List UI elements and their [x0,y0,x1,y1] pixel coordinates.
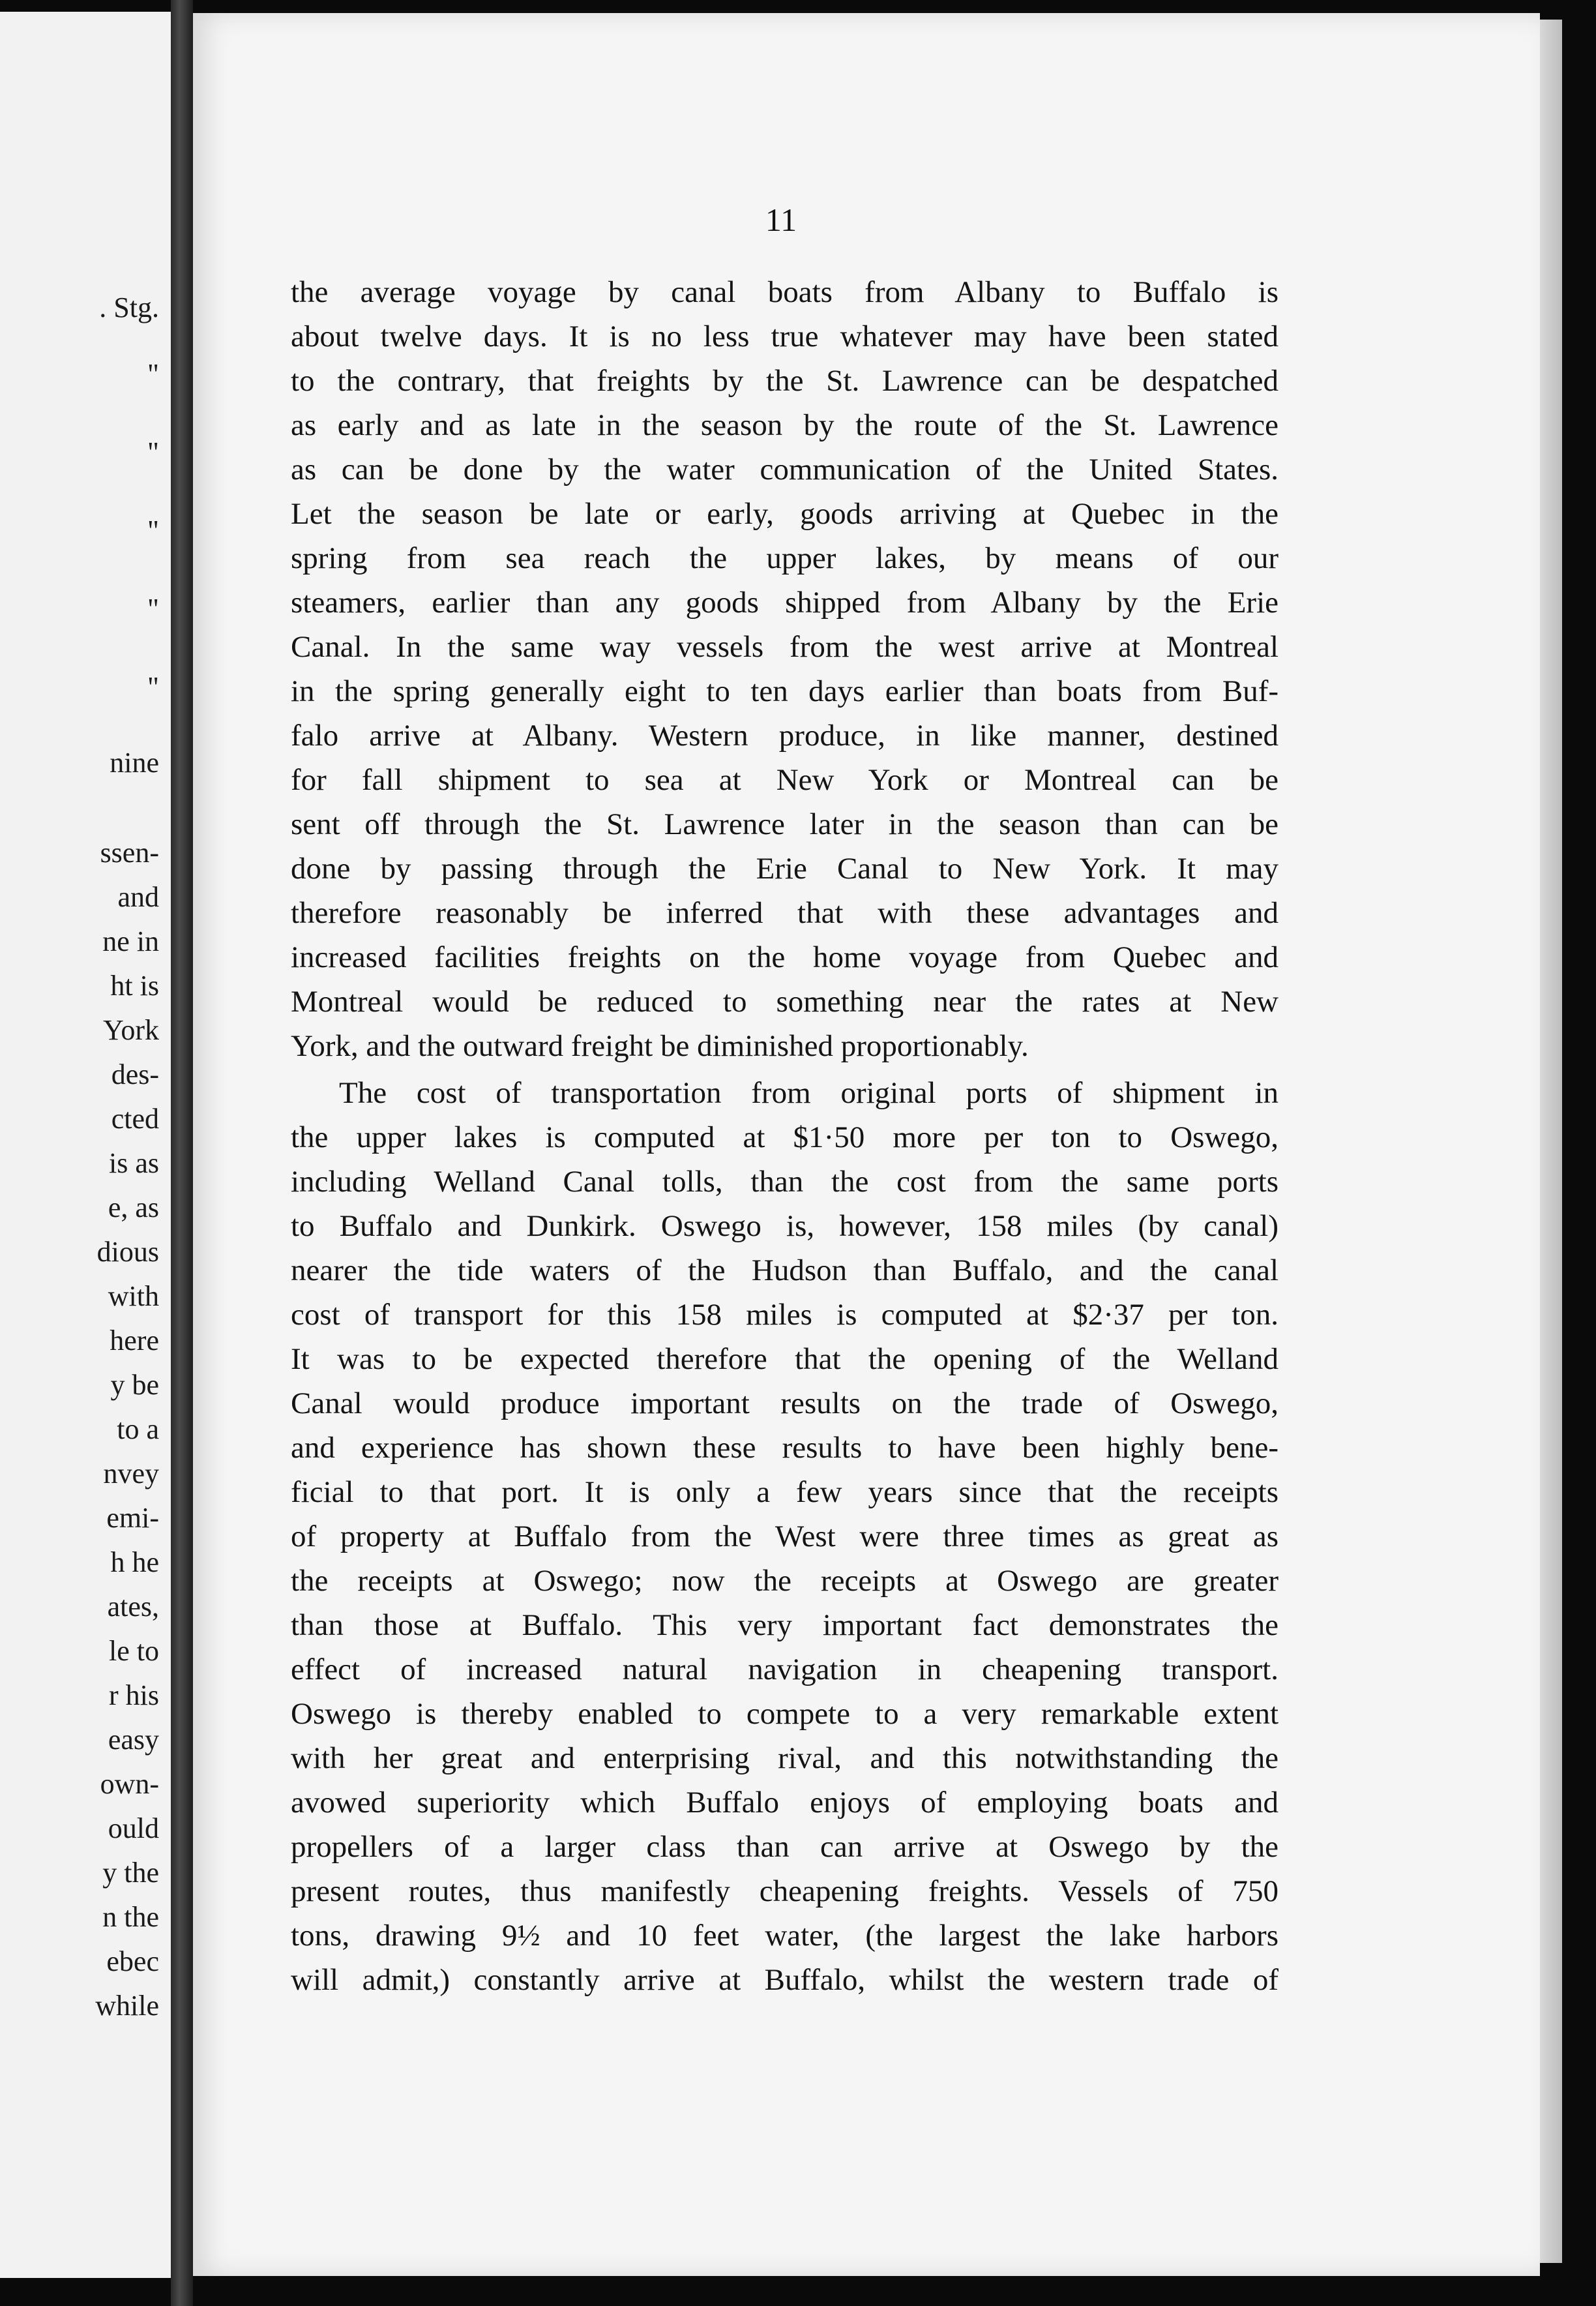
text-line: Oswego is thereby enabled to compete to a very remarkable extent [291,1697,1278,1731]
text-line: sent off through the St. Lawrence later in the season than can be [291,807,1278,841]
left-fragment: easy [108,1724,159,1756]
left-fragment: emi- [106,1502,159,1534]
text-line: as can be done by the water communication of the United States. [291,453,1278,487]
text-line: with her great and enterprising rival, and this notwithstanding the [291,1741,1278,1775]
text-line: falo arrive at Albany. Western produce, in like manner, destined [291,719,1278,753]
left-fragment: ates, [107,1591,159,1623]
left-fragment: ssen- [100,837,159,869]
text-line: and experience has shown these results to have been highly bene- [291,1431,1278,1465]
left-fragment: ebec [106,1945,159,1977]
left-fragment: " [147,436,159,468]
left-fragment: " [147,515,159,547]
text-line: including Welland Canal tolls, than the cost from the same ports [291,1165,1278,1199]
text-line: about twelve days. It is no less true whatever may have been stated [291,320,1278,353]
text-line: for fall shipment to sea at New York or Montreal can be [291,763,1278,797]
left-fragment: to a [117,1413,159,1445]
left-fragment: dious [96,1236,159,1268]
left-fragment: with [108,1280,159,1312]
text-line: increased facilities freights on the home voyage from Quebec and [291,940,1278,974]
left-fragment: des- [111,1058,159,1090]
text-line: done by passing through the Erie Canal to New York. It may [291,852,1278,886]
text-line: nearer the tide waters of the Hudson than Buffalo, and the canal [291,1253,1278,1287]
left-fragment: " [147,358,159,390]
left-fragment: here [110,1325,159,1356]
book-gutter [171,0,193,2306]
text-line: than those at Buffalo. This very important fact demonstrates the [291,1608,1278,1642]
left-fragment: ne in [102,925,159,957]
text-line: present routes, thus manifestly cheapening freights. Vessels of 750 [291,1874,1278,1908]
left-fragment: nvey [103,1458,159,1490]
text-line: will admit,) constantly arrive at Buffalo, whilst the western trade of [291,1963,1278,1997]
text-line: York, and the outward freight be diminished proportionably. [291,1029,1029,1063]
left-fragment: h he [110,1546,159,1578]
left-fragment: own- [100,1768,159,1800]
text-line: as early and as late in the season by the route of the St. Lawrence [291,408,1278,442]
text-line: to the contrary, that freights by the St. Lawrence can be despatched [291,364,1278,398]
text-line: the upper lakes is computed at $1·50 more per ton to Oswego, [291,1120,1278,1154]
text-line: Let the season be late or early, goods arriving at Quebec in the [291,497,1278,531]
text-line: in the spring generally eight to ten days earlier than boats from Buf- [291,674,1278,708]
text-line: tons, drawing 9½ and 10 feet water, (the largest the lake harbors [291,1919,1278,1953]
text-line: propellers of a larger class than can arrive at Oswego by the [291,1830,1278,1864]
left-fragment: " [147,593,159,625]
left-fragment: . Stg. [99,292,159,323]
left-fragment: cted [111,1103,159,1135]
left-fragment: nine [110,747,159,779]
text-line: of property at Buffalo from the West were three times as great as [291,1520,1278,1553]
page-number: 11 [765,202,797,238]
previous-page-edge [0,12,171,2278]
left-fragment: is as [109,1147,159,1179]
left-fragment: n the [102,1901,159,1933]
text-line: cost of transport for this 158 miles is computed at $2·37 per ton. [291,1298,1278,1332]
left-fragment: y the [102,1857,159,1889]
left-fragment: ould [108,1812,159,1844]
page-edge [1540,20,1562,2263]
text-line: It was to be expected therefore that the opening of the Welland [291,1342,1278,1376]
left-fragment: and [117,881,159,913]
text-line: therefore reasonably be inferred that with these advantages and [291,896,1278,930]
text-line: effect of increased natural navigation in cheapening transport. [291,1653,1278,1686]
text-line: the average voyage by canal boats from Albany to Buffalo is [291,275,1278,309]
text-line: steamers, earlier than any goods shipped from Albany by the Erie [291,586,1278,620]
left-fragment: e, as [108,1191,159,1223]
left-fragment: " [147,671,159,703]
text-line: to Buffalo and Dunkirk. Oswego is, however, 158 miles (by canal) [291,1209,1278,1243]
left-fragment: r his [109,1679,159,1711]
left-fragment: le to [109,1635,159,1667]
text-line: The cost of transportation from original ports of shipment in [339,1076,1278,1110]
left-fragment: ht is [110,970,159,1002]
left-fragment: while [95,1990,159,2022]
text-line: Montreal would be reduced to something near the rates at New [291,985,1278,1019]
text-line: Canal would produce important results on the trade of Oswego, [291,1386,1278,1420]
text-line: ficial to that port. It is only a few years since that the receipts [291,1475,1278,1509]
text-line: the receipts at Oswego; now the receipts at Oswego are greater [291,1564,1278,1598]
left-fragment: York [102,1014,159,1046]
left-fragment: y be [110,1369,159,1401]
text-line: avowed superiority which Buffalo enjoys of employing boats and [291,1786,1278,1819]
text-line: spring from sea reach the upper lakes, by means of our [291,541,1278,575]
text-line: Canal. In the same way vessels from the west arrive at Montreal [291,630,1278,664]
